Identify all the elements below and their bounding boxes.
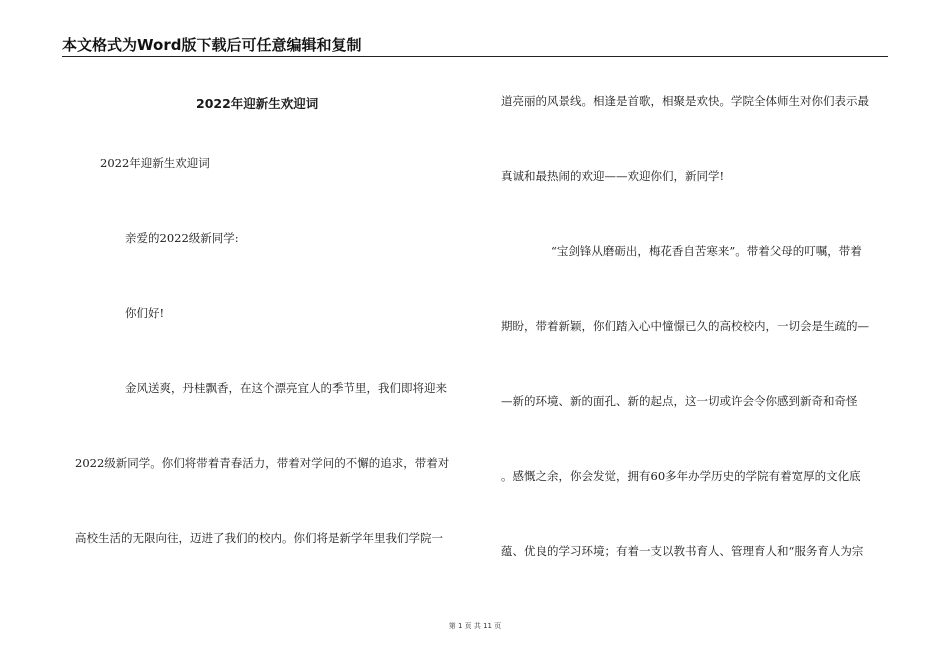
- right-line-1: 道亮丽的风景线。相逢是首歌，相聚是欢快。学院全体师生对你们表示最: [501, 94, 869, 108]
- document-header-banner: 本文格式为Word版下载后可任意编辑和复制: [62, 36, 362, 54]
- left-line-3: 你们好!: [125, 306, 165, 320]
- header-divider: [62, 56, 888, 57]
- right-line-7: 蕴、优良的学习环境；有着一支以教书育人、管理育人和“服务育人为宗: [501, 544, 864, 558]
- right-line-2: 真诚和最热闹的欢迎——欢迎你们，新同学!: [501, 169, 725, 183]
- right-line-6: 。感慨之余，你会发觉，拥有60多年办学历史的学院有着宽厚的文化底: [501, 469, 861, 483]
- left-line-6: 高校生活的无限向往，迈进了我们的校内。你们将是新学年里我们学院一: [75, 531, 443, 545]
- right-line-4: 期盼，带着新颖，你们踏入心中憧憬已久的高校校内，一切会是生疏的—: [501, 319, 869, 333]
- left-line-5: 2022级新同学。你们将带着青春活力，带着对学问的不懈的追求，带着对: [75, 456, 450, 470]
- right-line-3: “宝剑锋从磨砺出，梅花香自苦寒来”。带着父母的叮嘱，带着: [551, 244, 862, 258]
- page-indicator: 第 1 页 共 11 页: [448, 622, 502, 630]
- left-line-1: 2022年迎新生欢迎词: [100, 156, 210, 170]
- left-line-2: 亲爱的2022级新同学:: [125, 231, 239, 245]
- right-line-5: —新的环境、新的面孔、新的起点，这一切或许会令你感到新奇和奇怪: [501, 394, 858, 408]
- document-title: 2022年迎新生欢迎词: [196, 96, 319, 111]
- left-line-4: 金风送爽，丹桂飘香，在这个漂亮宜人的季节里，我们即将迎来: [125, 381, 447, 395]
